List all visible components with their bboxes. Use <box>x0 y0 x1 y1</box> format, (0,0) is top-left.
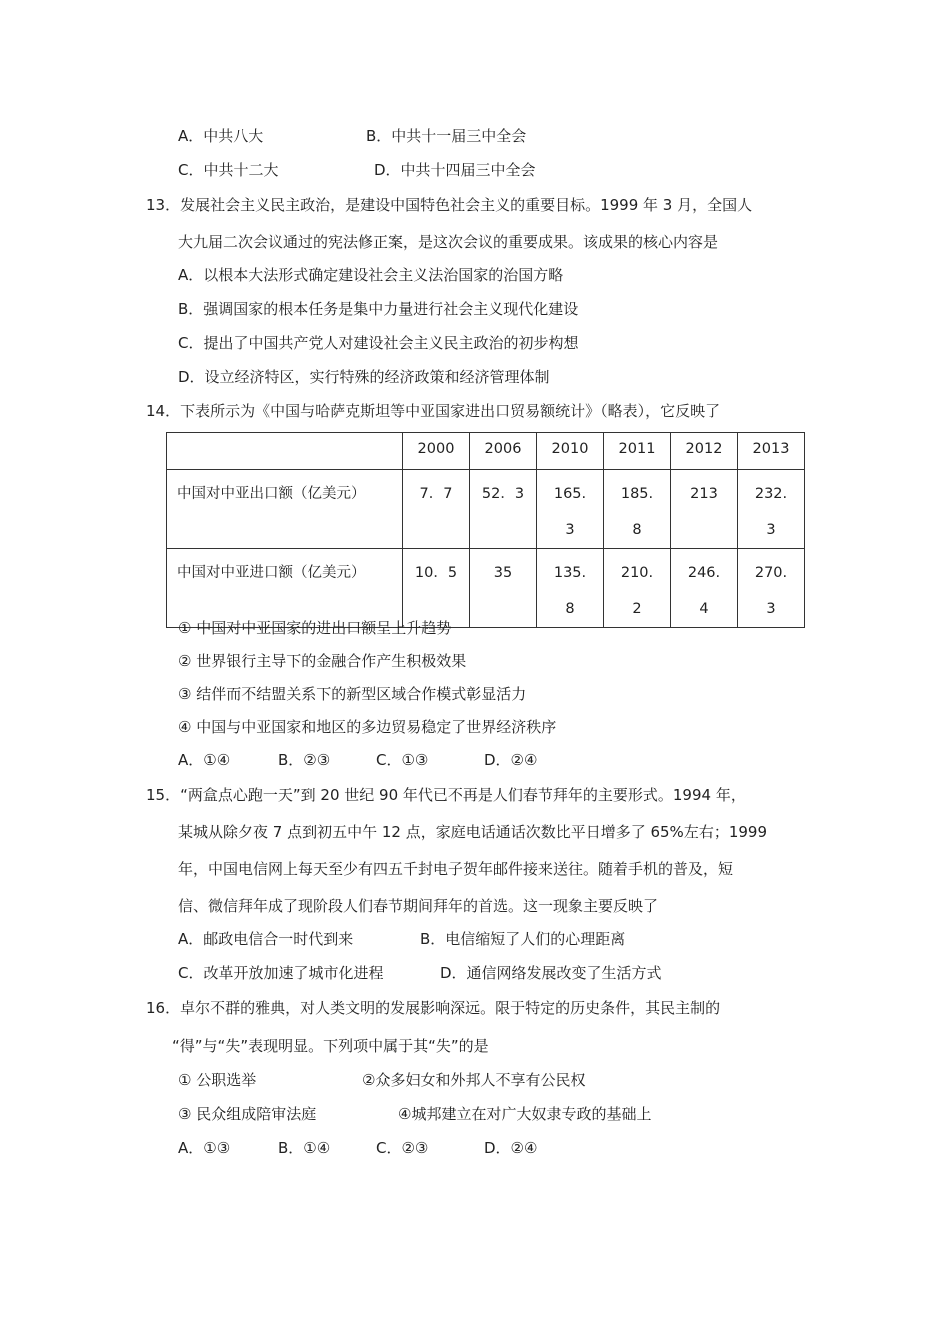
q14-option-a: A．①④ <box>178 751 231 769</box>
trade-table-cell: 213 <box>671 470 738 549</box>
q14-option-d: D．②④ <box>484 751 538 769</box>
q16-option-c: C．②③ <box>376 1139 429 1157</box>
trade-table-row-export <box>167 470 805 549</box>
trade-table-row-label: 中国对中亚出口额（亿美元） <box>167 470 403 549</box>
trade-table-cell: 185. 8 <box>604 470 671 549</box>
q13-stem-line1: 13．发展社会主义民主政治，是建设中国特色社会主义的重要目标。1999 年 3 月，全国人 <box>146 196 753 214</box>
trade-table-year: 2012 <box>671 433 738 470</box>
trade-table-cell: 52．3 <box>470 470 537 549</box>
q13-option-c: C．提出了中国共产党人对建设社会主义民主政治的初步构想 <box>178 334 579 352</box>
q12-option-b: B．中共十一届三中全会 <box>366 127 527 145</box>
q14-option-c: C．①③ <box>376 751 429 769</box>
q16-statement-4: ④城邦建立在对广大奴隶专政的基础上 <box>398 1105 652 1123</box>
trade-table-cell: 246. 4 <box>671 549 738 628</box>
q13-option-d: D．设立经济特区，实行特殊的经济政策和经济管理体制 <box>178 368 550 386</box>
trade-table-year: 2010 <box>537 433 604 470</box>
q14-option-b: B．②③ <box>278 751 331 769</box>
q15-option-a: A．邮政电信合一时代到来 <box>178 930 354 948</box>
trade-table-year: 2006 <box>470 433 537 470</box>
trade-table-cell: 210. 2 <box>604 549 671 628</box>
trade-table-row-label: 中国对中亚进口额（亿美元） <box>167 549 403 628</box>
q14-stem: 14．下表所示为《中国与哈萨克斯坦等中亚国家进出口贸易额统计》（略表），它反映了 <box>146 402 721 420</box>
trade-table-cell: 232. 3 <box>738 470 805 549</box>
trade-table-row-import <box>167 549 805 628</box>
trade-table-cell: 7．7 <box>403 470 470 549</box>
trade-table-header-row <box>167 433 805 470</box>
q15-stem-line4: 信、微信拜年成了现阶段人们春节期间拜年的首选。这一现象主要反映了 <box>178 897 659 915</box>
q15-stem-line2: 某城从除夕夜 7 点到初五中午 12 点，家庭电话通话次数比平日增多了 65%左右；1999 <box>178 823 767 841</box>
q12-option-d: D．中共十四届三中全会 <box>374 161 536 179</box>
q14-statement-4: ④ 中国与中亚国家和地区的多边贸易稳定了世界经济秩序 <box>178 718 557 736</box>
q16-stem-line2: “得”与“失”表现明显。下列项中属于其“失”的是 <box>172 1037 489 1055</box>
q16-stem-line1: 16．卓尔不群的雅典，对人类文明的发展影响深远。限于特定的历史条件，其民主制的 <box>146 999 721 1017</box>
q12-option-c: C．中共十二大 <box>178 161 279 179</box>
trade-table-cell: 10．5 <box>403 549 470 628</box>
trade-table <box>166 432 805 628</box>
q16-statement-1: ① 公职选举 <box>178 1071 257 1089</box>
trade-table-cell: 165. 3 <box>537 470 604 549</box>
q14-statement-3: ③ 结伴而不结盟关系下的新型区域合作模式彰显活力 <box>178 685 527 703</box>
q16-statement-3: ③ 民众组成陪审法庭 <box>178 1105 317 1123</box>
q13-stem-line2: 大九届二次会议通过的宪法修正案，是这次会议的重要成果。该成果的核心内容是 <box>178 233 719 251</box>
trade-table-cell: 35 <box>470 549 537 628</box>
q15-option-b: B．电信缩短了人们的心理距离 <box>420 930 626 948</box>
trade-table-corner <box>167 433 403 470</box>
q16-statement-2: ②众多妇女和外邦人不享有公民权 <box>362 1071 586 1089</box>
q14-statement-1: ① 中国对中亚国家的进出口额呈上升趋势 <box>178 619 452 637</box>
q13-option-b: B．强调国家的根本任务是集中力量进行社会主义现代化建设 <box>178 300 579 318</box>
q12-option-a: A．中共八大 <box>178 127 264 145</box>
q16-option-a: A．①③ <box>178 1139 231 1157</box>
q16-option-d: D．②④ <box>484 1139 538 1157</box>
q15-stem-line3: 年，中国电信网上每天至少有四五千封电子贺年邮件接来送往。随着手机的普及，短 <box>178 860 734 878</box>
q13-option-a: A．以根本大法形式确定建设社会主义法治国家的治国方略 <box>178 266 564 284</box>
q15-option-c: C．改革开放加速了城市化进程 <box>178 964 384 982</box>
trade-table-year: 2000 <box>403 433 470 470</box>
q15-option-d: D．通信网络发展改变了生活方式 <box>440 964 662 982</box>
q16-option-b: B．①④ <box>278 1139 331 1157</box>
trade-table-cell: 270. 3 <box>738 549 805 628</box>
trade-table-year: 2013 <box>738 433 805 470</box>
trade-table-cell: 135. 8 <box>537 549 604 628</box>
q14-statement-2: ② 世界银行主导下的金融合作产生积极效果 <box>178 652 467 670</box>
trade-table-year: 2011 <box>604 433 671 470</box>
q15-stem-line1: 15．“两盒点心跑一天”到 20 世纪 90 年代已不再是人们春节拜年的主要形式。1994 年， <box>146 786 746 804</box>
